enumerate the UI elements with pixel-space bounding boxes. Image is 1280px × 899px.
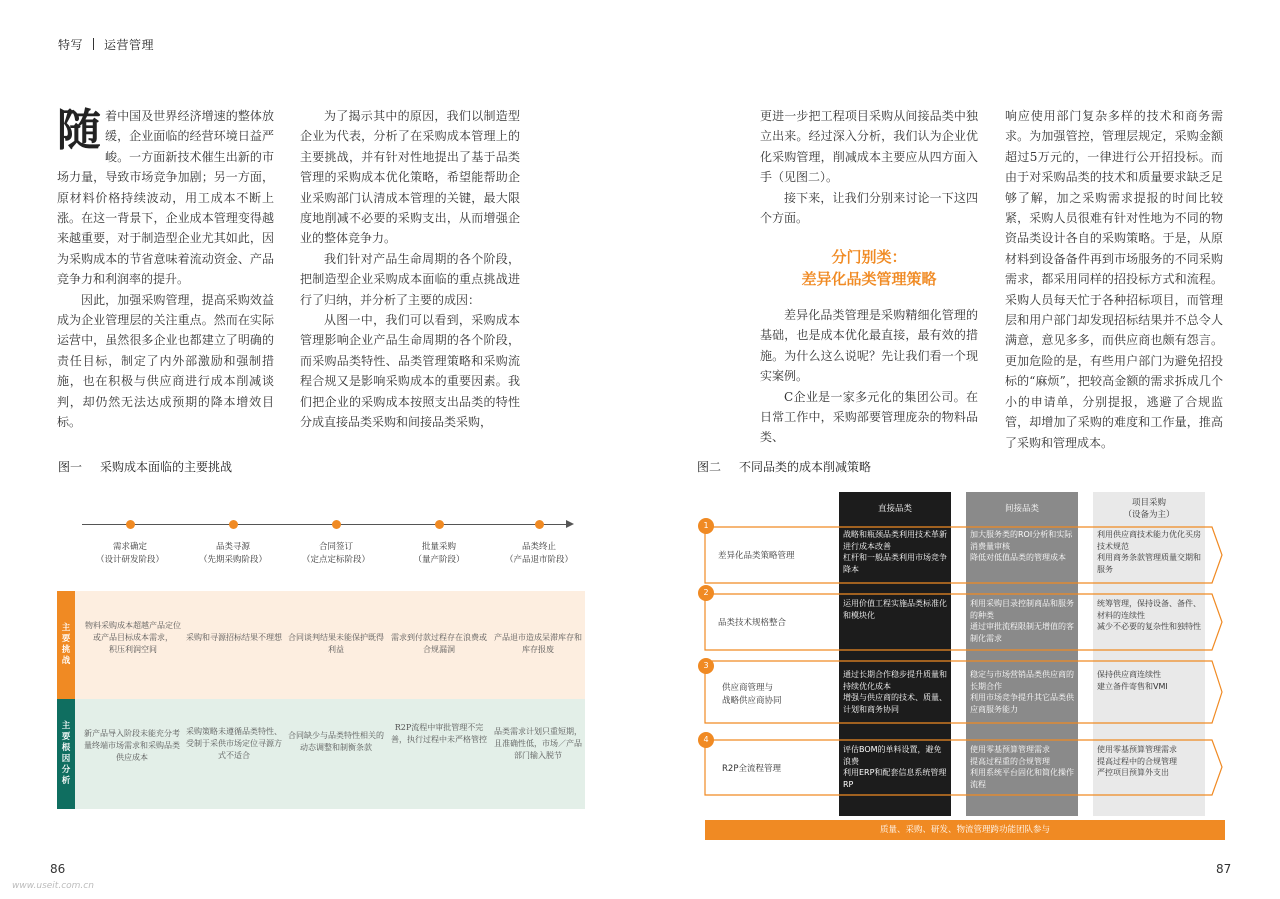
strategy-cell: 使用零基预算管理需求 提高过程中的合规管理 严控项目预算外支出 (1097, 745, 1177, 777)
stage-label: 合同签订 （定点定标阶段） (301, 542, 370, 565)
strategy-cell: 运用价值工程实施品类标准化和模块化 (843, 599, 947, 620)
header-section: 特写 (58, 38, 84, 52)
strategy-cell: 战略和瓶颈品类利用技术革新进行成本改善 杠杆和一般品类利用市场竞争降本 (843, 530, 947, 574)
challenge-cell: 物料采购成本超越产品定位或产品目标成本需求， 积压利润空间 (85, 621, 181, 654)
column-header: 直接品类 (877, 504, 912, 514)
stage-label: 品类终止 （产品退市阶段） (504, 542, 573, 565)
strategy-cell: 评估BOM的单料设置，避免浪费 利用ERP和配套信息系统管理RP (843, 745, 947, 789)
dropcap: 随 (57, 105, 101, 156)
row-label-challenges: 主要挑战 (57, 591, 75, 699)
strategy-cell: 利用采购目录控制商品和服务的种类 通过审批流程限制无增值的客制化需求 (970, 599, 1074, 643)
challenge-cell: 需求到付款过程存在浪费或合规漏洞 (391, 633, 487, 654)
strategy-cell: 统筹管理，保持设备、备件、材料的连续性 减少不必要的复杂性和独特性 (1097, 599, 1201, 631)
paragraph: 从图一中，我们可以看到，采购成本管理影响企业产品生命周期的各个阶段，而采购品类特性、品类管理策略和采购流程合规又是影响采购成本的重要因素。我们把企业的采购成本按照支出品类的特性分成直接品类采购和间接品类采购， (300, 313, 520, 430)
paragraph: 更进一步把工程项目采购从间接品类中独立出来。经过深入分析，我们认为企业优化采购管理，削减成本主要应从四方面入手（见图二）。 (760, 109, 978, 185)
paragraph: 响应使用部门复杂多样的技术和商务需求。为加强管控，管理层规定，采购金额超过5万元的，一律进行公开招投标。而由于对采购品类的技术和质量要求缺乏足够了解，加之采购需求提报的时间比较紧，采购人员很难有针对性地为不同的物资品类设计各自的采购策略。于是，从原材料到设备备件再到市场服务的不同采购需求，都采用同样的招投标方式和流程。采购人员每天忙于各种招标项目，而管理层和用户部门却发现招标结果并不总令人满意，意见多多，而供应商也颇有怨言。更加危险的是，有些用户部门为避免招投标的“麻烦”，把较高金额的需求拆成几个小的申请单，分别提报，逃避了合规监管，却增加了采购的难度和工作量，推高了采购和管理成本。 (1005, 109, 1223, 450)
step-badge: 4 (698, 732, 714, 748)
strategy-cell: 利用供应商技术能力优化买房技术规范 利用商务条款管理质量交期和服务 (1097, 530, 1201, 574)
footer-bar: 质量、采购、研发、物流管理跨功能团队参与 (705, 820, 1225, 840)
strategy-cell: 保持供应商连续性 建立备件寄售和VMI (1097, 670, 1168, 691)
row-label-root-causes: 主要根因分析 (57, 699, 75, 809)
paragraph: 随着中国及世界经济增速的整体放缓，企业面临的经营环境日益严峻。一方面新技术催生出新的市场力量，导致市场竞争加剧；另一方面，原材料价格持续波动，用工成本不断上涨。在这一背景下，企业成本管理变得越来越重要，对于制造型企业尤其如此，因为采购成本的节省意味着流动资金、产品竞争力和利润率的提升。 (57, 105, 274, 287)
stage-label: 批量采购 （量产阶段） (413, 542, 465, 565)
page-number-left: 86 (50, 862, 66, 876)
row-label: 供应商管理与 战略供应商协同 (722, 683, 782, 706)
stage-label: 需求确定 （设计研发阶段） (95, 542, 164, 565)
paragraph: 差异化品类管理是采购精细化管理的基础，也是成本优化最直接，最有效的措施。为什么这么说呢？先让我们看一个现实案例。 (760, 308, 978, 384)
challenge-cell: 合同谈判结果未能保护既得利益 (288, 633, 384, 654)
strategy-cell: 通过长期合作稳步提升质量和持续优化成本 增强与供应商的技术、质量、计划和商务协同 (843, 670, 947, 714)
row-label: R2P全流程管理 (722, 764, 781, 774)
strategy-cell: 加大服务类的ROI分析和实际消费量审核 降低对低值品类的管理成本 (970, 530, 1073, 562)
header-category: 运营管理 (104, 38, 155, 52)
paragraph: 接下来，让我们分别来讨论一下这四个方面。 (760, 190, 978, 226)
challenge-cell: 采购和寻源招标结果不理想 (186, 633, 282, 642)
strategy-cell: 稳定与市场营销品类供应商的长期合作 利用市场竞争提升其它品类供应商服务能力 (970, 670, 1074, 714)
stage-label: 品类寻源 （先期采购阶段） (198, 542, 267, 565)
challenge-cell: 产品退市造成呆滞库存和库存报废 (494, 633, 582, 654)
cause-cell: R2P流程中审批管理不完善，执行过程中未严格管控 (391, 723, 487, 744)
step-badge: 2 (698, 585, 714, 601)
column-header: 项目采购 （设备为主） (1123, 498, 1175, 520)
row-label: 品类技术规格整合 (718, 618, 787, 628)
row-label: 差异化品类策略管理 (718, 551, 795, 561)
strategy-cell: 使用零基预算管理需求 提高过程重的合规管理 利用系统平台固化和简化操作流程 (970, 745, 1074, 789)
column-header: 间接品类 (1004, 504, 1039, 514)
cause-cell: 新产品导入阶段未能充分考量终端市场需求和采购品类供应成本 (84, 729, 180, 762)
figure-2-title: 图二 不同品类的成本削减策略 (697, 460, 872, 474)
paragraph: C企业是一家多元化的集团公司。在日常工作中，采购部要管理庞杂的物料品类、 (760, 389, 978, 445)
cause-cell: 合同缺少与品类特性相关的动态调整和制衡条款 (288, 731, 384, 752)
paragraph: 我们针对产品生命周期的各个阶段，把制造型企业采购成本面临的重点挑战进行了归纳，并分析了主要的成因： (300, 251, 520, 307)
figure-1-title: 图一 采购成本面临的主要挑战 (58, 460, 233, 474)
page-number-right: 87 (1216, 862, 1232, 876)
cause-cell: 采购策略未遵循品类特性、受制于采供市场定位寻源方式不适合 (186, 727, 282, 760)
section-title: 分门别类： 差异化品类管理策略 (801, 248, 937, 288)
watermark: www.useit.com.cn (12, 881, 94, 891)
step-badge: 3 (698, 658, 714, 674)
step-badge: 1 (698, 518, 714, 534)
cause-cell: 品类需求计划只重短期，且准确性低，市场／产品部门输入脱节 (494, 727, 582, 760)
paragraph: 因此，加强采购管理，提高采购效益成为企业管理层的关注重点。然而在实际运营中，虽然很多企业也都建立了明确的责任目标，制定了内外部激励和强制措施，也在积极与供应商进行成本削减谈判，却仍然无法达成预期的降本增效目标。 (57, 292, 274, 430)
paragraph: 为了揭示其中的原因，我们以制造型企业为代表，分析了在采购成本管理上的主要挑战，并有针对性地提出了基于品类管理的采购成本优化策略，希望能帮助企业采购部门认清成本管理的关键，最大限度地削减不必要的采购支出，从而增强企业的整体竞争力。 (300, 109, 520, 246)
